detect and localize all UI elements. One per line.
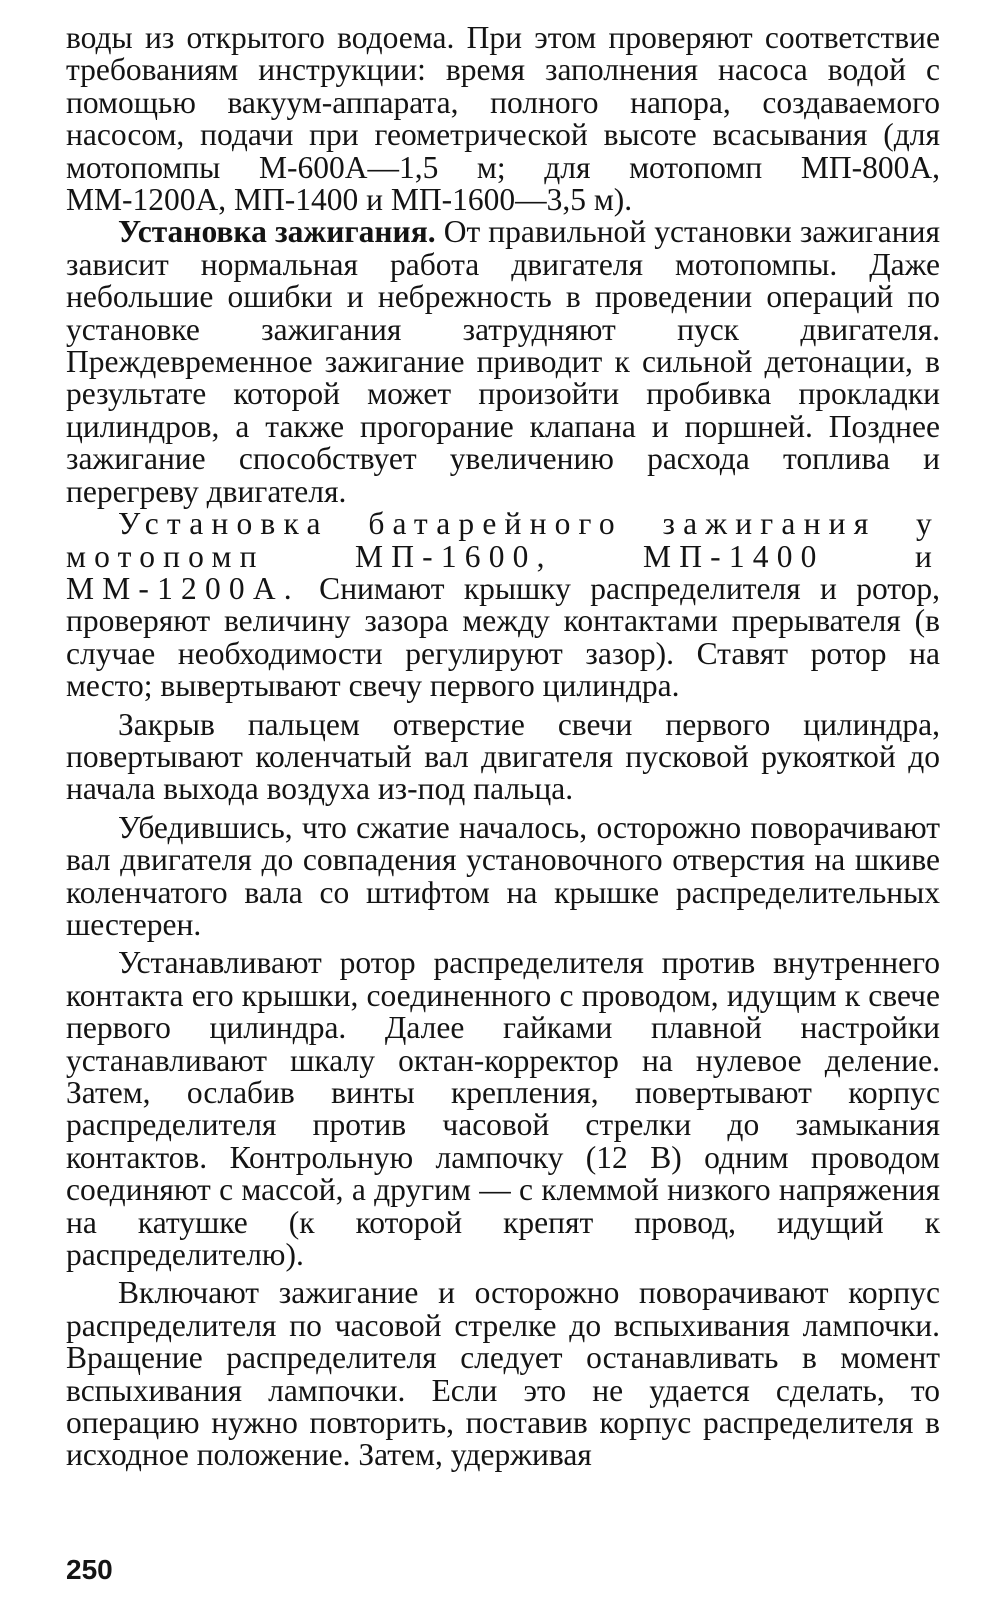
paragraph-text: От правильной установки зажигания зависит нормальная работа двигателя мотопомпы. Даже небольшие ошибки и небрежность в проведении операций по установке зажигания затрудняют пуск двигателя. Преждевременное зажигание приводит к сильной детонации, в результате которой может произойти пробивка прокладки цилиндров, а также прогорание клапана и поршней. Позднее зажигание способствует увеличению расхода топлива и перегреву двигателя.	[66, 214, 940, 509]
page-number: 250	[66, 1554, 113, 1585]
paragraph-spark-plug	[66, 706, 940, 807]
subsection-heading: Установка батарейного зажигания у мотопомп МП-1600, МП-1400 и ММ-1200А.	[66, 506, 940, 606]
paragraph-text: Снимают крышку распределителя и ротор, проверяют величину зазора между контактами прерывателя (в случае необходимости регулируют зазор). Ставят ротор на место; вывертывают свечу первого цилиндра.	[66, 570, 940, 704]
paragraph-continuation	[66, 22, 940, 216]
paragraph-lamp	[66, 1277, 940, 1471]
page-text-column	[66, 22, 940, 1472]
paragraph-text: Включают зажигание и осторожно поворачивают корпус распределителя по часовой стрелке до вспыхивания лампочки. Вращение распределителя следует останавливать в момент вспыхивания лампочки. Если это не удается сделать, то операцию нужно повторить, поставив корпус распределителя в исходное положение. Затем, удерживая	[66, 1275, 940, 1473]
paragraph-text: Устанавливают ротор распределителя против внутреннего контакта его крышки, соединенного с проводом, идущим к свече первого цилиндра. Далее гайками плавной настройки устанавливают шкалу октан-корректор на нулевое деление. Затем, ослабив винты крепления, повертывают корпус распределителя против часовой стрелки до замыкания контактов. Контрольную лампочку (12 В) одним проводом соединяют с массой, а другим — с клеммой низкого напряжения на катушке (к которой крепят провод, идущий к распределителю).	[66, 945, 940, 1273]
paragraph-text: Закрыв пальцем отверстие свечи первого цилиндра, повертывают коленчатый вал двигателя пусковой рукояткой до начала выхода воздуха из-под пальца.	[66, 706, 940, 807]
paragraph-text: воды из открытого водоема. При этом проверяют соответствие требованиям инструкции: время заполнения насоса водой с помощью вакуум-аппарата, полного напора, создаваемого насосом, подачи при геометрической высоте всасывания (для мотопомпы М-600А—1,5 м; для мотопомп МП-800А, ММ-1200А, МП-1400 и МП-1600—3,5 м).	[66, 20, 940, 218]
paragraph-battery-ignition	[66, 508, 940, 702]
paragraph-ignition-setup	[66, 216, 940, 508]
section-heading: Установка зажигания.	[118, 214, 436, 250]
paragraph-compression	[66, 809, 940, 942]
paragraph-text: Убедившись, что сжатие началось, осторожно поворачивают вал двигателя до совпадения установочного отверстия на шкиве коленчатого вала со штифтом на крышке распределительных шестерен.	[66, 809, 940, 942]
paragraph-rotor	[66, 947, 940, 1271]
